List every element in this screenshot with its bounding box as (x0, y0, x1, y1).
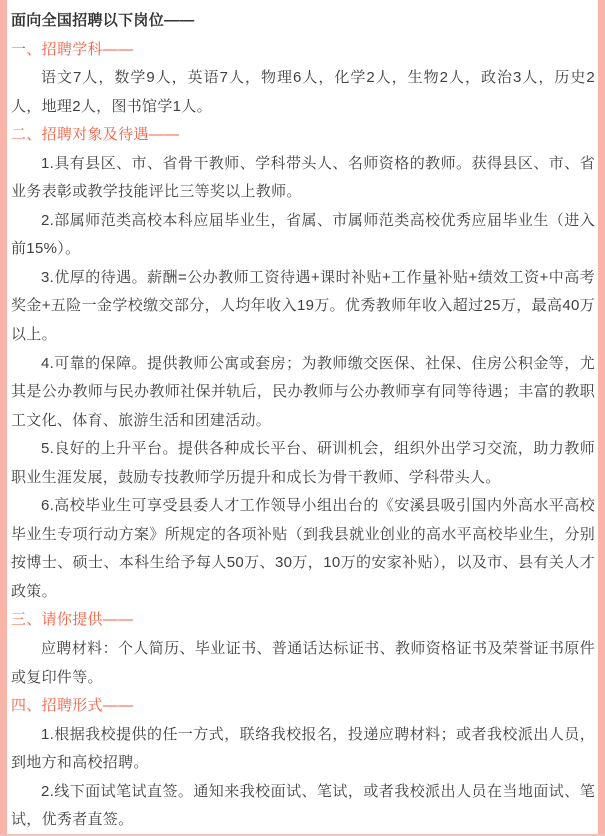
page-title: 面向全国招聘以下岗位—— (11, 12, 195, 29)
paragraph: 6.高校毕业生可享受县委人才工作领导小组出台的《安溪县吸引国内外高水平高校毕业生专项行动方案》所规定的各项补贴（到我县就业创业的高水平高校毕业生，分别按博士、硕士、本科生给予每人50万、30万，10万的安家补贴），以及市、县有关人才政策。 (11, 497, 595, 600)
paragraph: 4.可靠的保障。提供教师公寓或套房；为教师缴交医保、社保、住房公积金等，尤其是公办教师与民办教师社保并轨后，民办教师与公办教师享有同等待遇；丰富的教职工文化、体育、旅游生活和团建活动。 (11, 354, 595, 429)
left-border-stripe (0, 0, 7, 836)
paragraph: 5.良好的上升平台。提供各种成长平台、研训机会，组织外出学习交流，助力教师职业生涯发展，鼓励专技教师学历提升和成长为骨干教师、学科带头人。 (11, 440, 595, 486)
paragraph: 应聘材料：个人简历、毕业证书、普通话达标证书、教师资格证书及荣誉证书原件或复印件等。 (11, 640, 595, 686)
section-heading-targets-benefits: 二、招聘对象及待遇—— (11, 126, 180, 144)
right-border-stripe (598, 0, 605, 836)
paragraph: 3.优厚的待遇。薪酬=公办教师工资待遇+课时补贴+工作量补贴+绩效工资+中高考奖金+五险一金学校缴交部分，人均年收入19万。优秀教师年收入超过25万，最高40万以上。 (11, 268, 595, 344)
section-heading-subjects: 一、招聘学科—— (11, 40, 134, 58)
section-heading-materials: 三、请你提供—— (11, 611, 134, 629)
paragraph: 2.线下面试笔试直签。通知来我校面试、笔试，或者我校派出人员在当地面试、笔试，优秀者直签。 (11, 782, 595, 829)
paragraph: 2.部属师范类高校本科应届毕业生，省属、市属师范类高校优秀应届毕业生（进入前15%）。 (11, 211, 595, 258)
paragraph: 1.具有县区、市、省骨干教师、学科带头人、名师资格的教师。获得县区、市、省业务表彰或教学技能评比三等奖以上教师。 (11, 154, 595, 201)
article-content (7, 0, 598, 835)
section-heading-recruit-format: 四、招聘形式—— (11, 697, 134, 715)
paragraph: 1.根据我校提供的任一方式，联络我校报名，投递应聘材料；或者我校派出人员，到地方和高校招聘。 (11, 725, 595, 772)
paragraph: 语文7人，数学9人，英语7人，物理6人，化学2人，生物2人，政治3人，历史2人，地理2人，图书馆学1人。 (11, 69, 595, 115)
